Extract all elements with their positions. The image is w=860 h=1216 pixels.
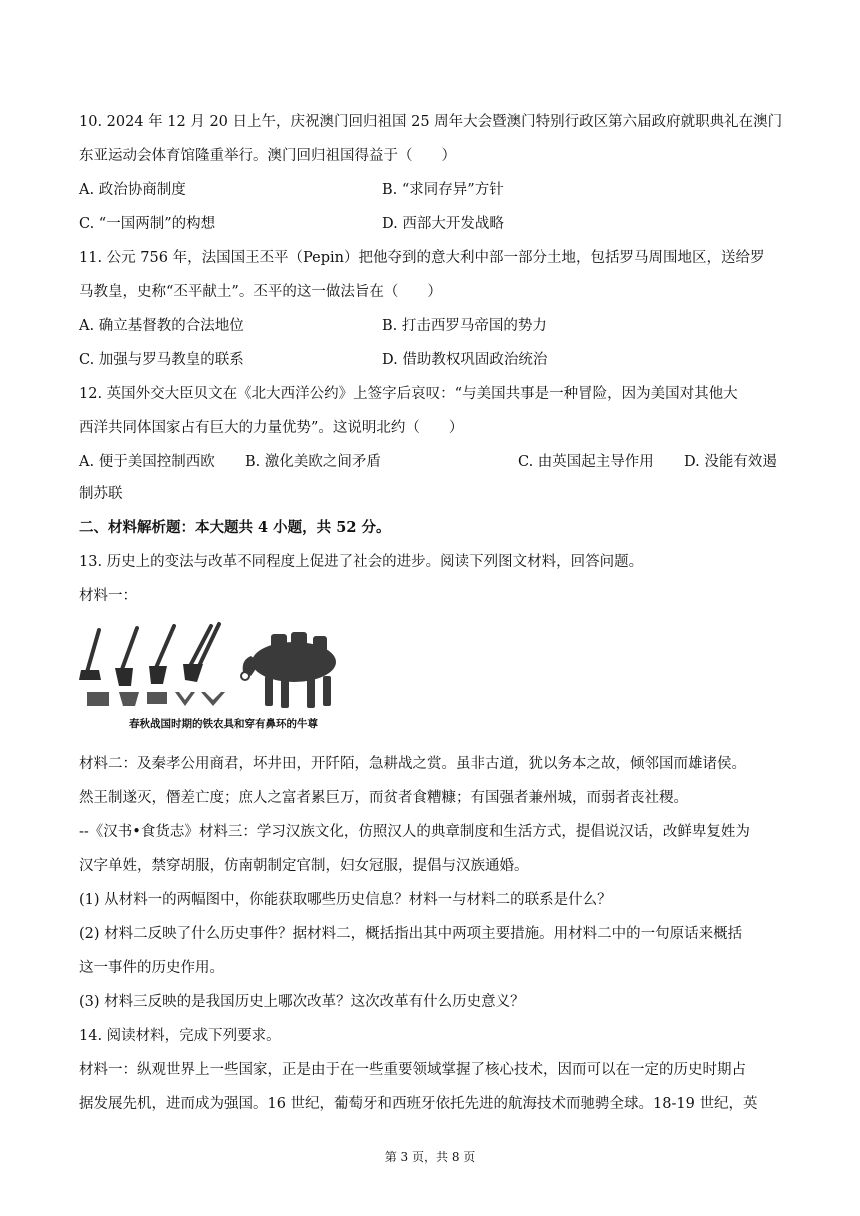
figure-caption: 春秋战国时期的铁农具和穿有鼻环的牛尊 <box>129 718 318 730</box>
q10-stem-line2: 东亚运动会体育馆隆重举行。澳门回归祖国得益于（ ） <box>79 148 456 164</box>
q13-subquestion-1: (1) 从材料一的两幅图中，你能获取哪些历史信息？材料一与材料二的联系是什么？ <box>79 892 612 908</box>
q13-material2-line1: 材料二：及秦孝公用商君，坏井田，开阡陌，急耕战之赏。虽非古道，犹以务本之故，倾邻国而雄诸侯。 <box>79 756 746 772</box>
q13-material2-line2: 然王制遂灭，僭差亡度；庶人之富者累巨万，而贫者食糟糠；有国强者兼州城，而弱者丧社稷。 <box>79 790 688 806</box>
q11-option-b: B. 打击西罗马帝国的势力 <box>382 318 547 334</box>
section-heading: 二、材料解析题：本大题共 4 小题，共 52 分。 <box>79 519 391 536</box>
iron-tools-and-bronze-ox-illustration <box>79 620 364 716</box>
q11-stem-line1: 11. 公元 756 年，法国国王丕平（Pepin）把他夺到的意大利中部一部分土地，包括罗马周围地区，送给罗 <box>79 250 765 266</box>
q12-option-d-continued: 制苏联 <box>79 486 123 502</box>
q11-option-a: A. 确立基督教的合法地位 <box>79 318 244 334</box>
q11-stem-line2: 马教皇，史称“丕平献土”。丕平的这一做法旨在（ ） <box>79 284 442 300</box>
q13-material3-line1: --《汉书•食货志》材料三：学习汉族文化，仿照汉人的典章制度和生活方式，提倡说汉话，改鲜卑复姓为 <box>79 824 750 840</box>
q10-option-d: D. 西部大开发战略 <box>382 216 504 232</box>
q13-intro: 13. 历史上的变法与改革不同程度上促进了社会的进步。阅读下列图文材料，回答问题。 <box>79 554 644 570</box>
q12-option-a: A. 便于美国控制西欧 <box>79 454 215 470</box>
q10-option-b: B. “求同存异”方针 <box>382 182 504 198</box>
material1-figure <box>79 620 364 738</box>
q13-material1-label: 材料一： <box>79 588 137 604</box>
q10-option-c: C. “一国两制”的构想 <box>79 216 216 232</box>
q13-material3-line2: 汉字单姓，禁穿胡服，仿南朝制定官制，妇女冠服，提倡与汉族通婚。 <box>79 858 529 874</box>
q10-option-a: A. 政治协商制度 <box>79 182 186 198</box>
q13-subquestion-3: (3) 材料三反映的是我国历史上哪次改革？这次改革有什么历史意义？ <box>79 994 525 1010</box>
q14-material1-line2: 据发展先机，进而成为强国。16 世纪，葡萄牙和西班牙依托先进的航海技术而驰骋全球。18-19 世纪，英 <box>79 1096 758 1112</box>
q12-option-d: D. 没能有效遏 <box>684 454 777 470</box>
page-number: 第 3 页，共 8 页 <box>384 1150 476 1164</box>
q11-option-c: C. 加强与罗马教皇的联系 <box>79 352 244 368</box>
q12-stem-line2: 西洋共同体国家占有巨大的力量优势”。这说明北约（ ） <box>79 420 464 436</box>
q13-subquestion-2-line2: 这一事件的历史作用。 <box>79 960 224 976</box>
q13-subquestion-2-line1: (2) 材料二反映了什么历史事件？据材料二，概括指出其中两项主要措施。用材料二中的一句原话来概括 <box>79 926 743 942</box>
q14-intro: 14. 阅读材料，完成下列要求。 <box>79 1028 281 1044</box>
q12-stem-line1: 12. 英国外交大臣贝文在《北大西洋公约》上签字后哀叹：“与美国共事是一种冒险，因为美国对其他大 <box>79 386 738 402</box>
q12-option-b: B. 激化美欧之间矛盾 <box>245 454 381 470</box>
q11-option-d: D. 借助教权巩固政治统治 <box>382 352 548 368</box>
q10-stem-line1: 10. 2024 年 12 月 20 日上午，庆祝澳门回归祖国 25 周年大会暨澳门特别行政区第六届政府就职典礼在澳门 <box>79 114 783 130</box>
q12-option-c: C. 由英国起主导作用 <box>518 454 654 470</box>
q14-material1-line1: 材料一：纵观世界上一些国家，正是由于在一些重要领域掌握了核心技术，因而可以在一定的历史时期占 <box>79 1062 746 1078</box>
